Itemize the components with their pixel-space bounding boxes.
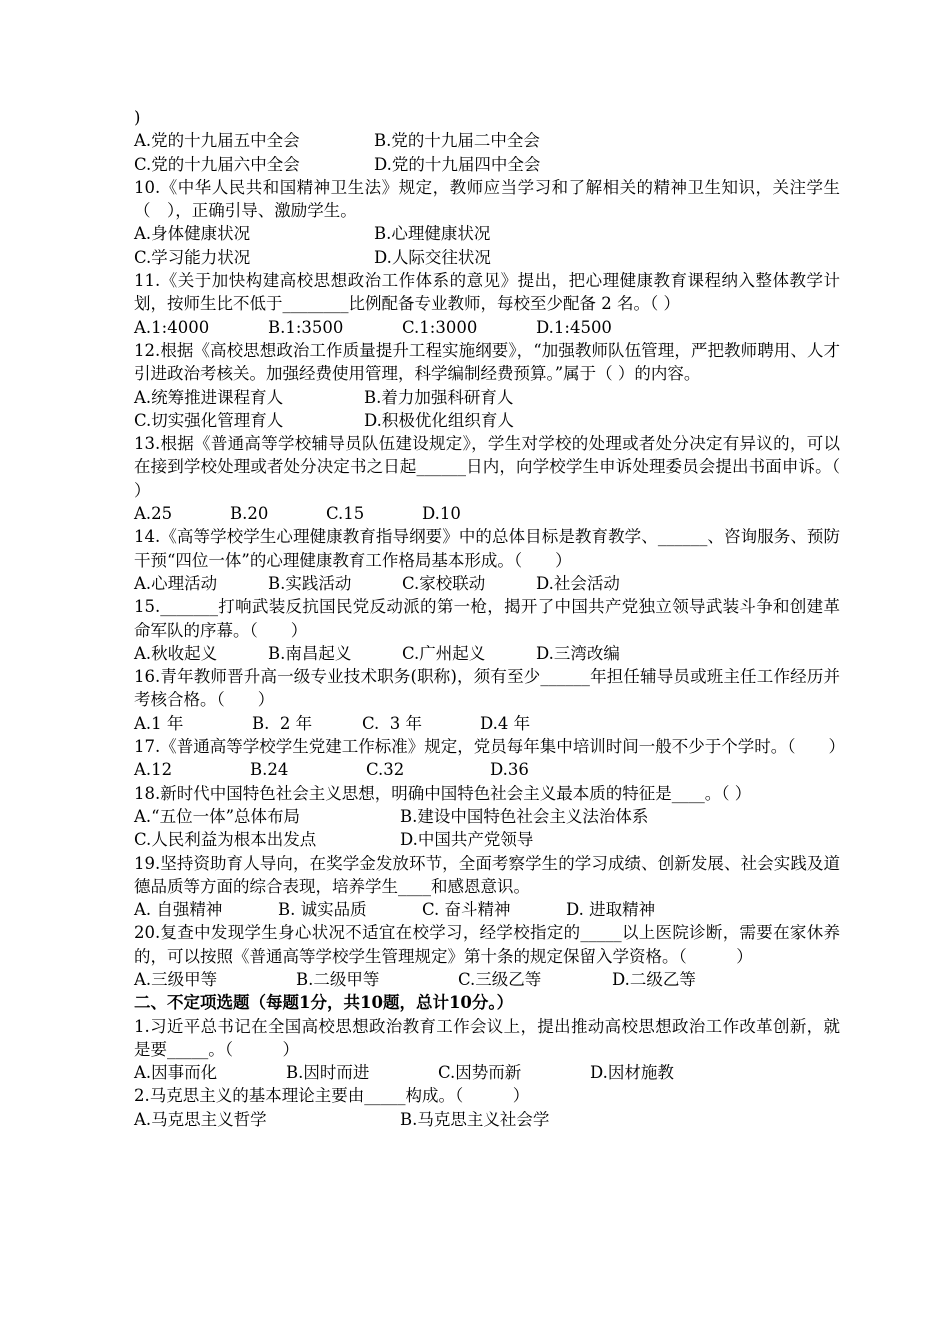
option: A.马克思主义哲学	[134, 1109, 267, 1129]
question-text: 19.坚持资助育人导向，在奖学金发放环节，全面考察学生的学习成绩、创新发展、社会实践及道德品质等方面的综合表现，培养学生____和感恩意识。	[134, 853, 840, 896]
question-text: 13.根据《普通高等学校辅导员队伍建设规定》，学生对学校的处理或者处分决定有异议的，可以在接到学校处理或者处分决定书之日起______日内，向学校学生申诉处理委员会提出书面申诉。（ ）	[134, 434, 890, 500]
question-text: 12.根据《高校思想政治工作质量提升工程实施纲要》，“加强教师队伍管理，严把教师聘用、人才引进政治考核关。加强经费使用管理，科学编制经费预算。”属于（ ）的内容。	[134, 340, 840, 384]
option: B.党的十九届二中全会	[374, 131, 540, 151]
option-row	[134, 572, 840, 595]
option: A.秋收起义	[134, 643, 218, 663]
question-text: 17.《普通高等学校学生党建工作标准》规定，党员每年集中培训时间一般不少于个学时。（ ）	[134, 737, 845, 757]
option: D.二级乙等	[612, 969, 696, 989]
option: A.身体健康状况	[134, 224, 251, 244]
question-text: 16.青年教师晋升高一级专业技术职务(职称)，须有至少______年担任辅导员或班主任工作经历并考核合格。（ ）	[134, 667, 840, 710]
option: B. 诚实品质	[278, 900, 367, 920]
question-text: 20.复查中发现学生身心状况不适宜在校学习，经学校指定的_____以上医院诊断，需要在家休养的，可以按照《普通高等学校学生管理规定》第十条的规定保留入学资格。（ ）	[134, 923, 840, 966]
option-row	[134, 805, 840, 828]
option: D. 进取精神	[566, 900, 656, 920]
option-row	[134, 502, 840, 525]
option: B.1:3500	[268, 317, 344, 337]
option: B.南昌起义	[268, 643, 352, 663]
option-row	[134, 968, 840, 991]
option: C. 奋斗精神	[422, 900, 511, 920]
option: B.着力加强科研育人	[364, 387, 514, 407]
option-row	[134, 316, 840, 339]
option: C.广州起义	[402, 643, 486, 663]
option: B.建设中国特色社会主义法治体系	[400, 806, 649, 826]
option: D.10	[422, 504, 461, 524]
option: B.20	[230, 504, 269, 524]
option: A. 自强精神	[134, 900, 223, 920]
option: D.4 年	[480, 713, 531, 733]
option: D.党的十九届四中全会	[374, 154, 541, 174]
option-row	[134, 153, 840, 176]
option: C.家校联动	[402, 573, 486, 593]
question-text: 11.《关于加快构建高校思想政治工作体系的意见》提出，把心理健康教育课程纳入整体教学计划，按师生比不低于________比例配备专业教师，每校至少配备 2 名。（ ）	[134, 271, 840, 314]
option-row	[134, 1108, 840, 1131]
option: C. 3 年	[362, 713, 423, 733]
option: A.12	[134, 760, 173, 780]
question-text: 14.《高等学校学生心理健康教育指导纲要》中的总体目标是教育教学、______、咨询服务、预防干预“四位一体”的心理健康教育工作格局基本形成。（ ）	[134, 527, 840, 570]
option: B.二级甲等	[296, 969, 380, 989]
option: A.因事而化	[134, 1063, 218, 1083]
option-row	[134, 712, 840, 735]
option: A.三级甲等	[134, 969, 218, 989]
text-line: )	[134, 108, 141, 127]
option: D.中国共产党领导	[400, 830, 534, 850]
option: A.党的十九届五中全会	[134, 131, 300, 151]
option: B.因时而进	[286, 1063, 370, 1083]
option: B.实践活动	[268, 573, 352, 593]
question-text: 18.新时代中国特色社会主义思想，明确中国特色社会主义最本质的特征是____。（ ）	[134, 783, 752, 803]
section-title: 二、不定项选题（每题1分，共10题，总计10分。）	[134, 993, 514, 1013]
option-row	[134, 898, 840, 921]
option: A.25	[134, 504, 173, 524]
option: C.15	[326, 504, 365, 524]
option: C.1:3000	[402, 317, 478, 337]
question-text: 2.马克思主义的基本理论主要由_____构成。（ ）	[134, 1086, 530, 1106]
option-row	[134, 1061, 840, 1084]
option: D.人际交往状况	[374, 247, 491, 267]
option-row	[134, 222, 840, 245]
option: A.1:4000	[134, 317, 210, 337]
option: B.心理健康状况	[374, 224, 491, 244]
option: C.32	[366, 760, 405, 780]
option: D.积极优化组织育人	[364, 410, 514, 430]
question-text: 15._______打响武装反抗国民党反动派的第一枪，揭开了中国共产党独立领导武装斗争和创建革命军队的序幕。（ ）	[134, 597, 840, 640]
option-row	[134, 642, 840, 665]
option: D.36	[490, 760, 529, 780]
option: B. 2 年	[252, 713, 313, 733]
option: C.人民利益为根本出发点	[134, 830, 317, 850]
option-row	[134, 246, 840, 269]
option: D.因材施教	[590, 1063, 674, 1083]
option: D.三湾改编	[536, 643, 620, 663]
question-text: 1.习近平总书记在全国高校思想政治教育工作会议上，提出推动高校思想政治工作改革创新，就是要_____。（ ）	[134, 1016, 840, 1059]
option-row	[134, 409, 840, 432]
option: A.统筹推进课程育人	[134, 387, 284, 407]
option: C.切实强化管理育人	[134, 410, 284, 430]
option: B.马克思主义社会学	[400, 1109, 550, 1129]
option: A.心理活动	[134, 573, 218, 593]
option: D.1:4500	[536, 317, 612, 337]
option: C.党的十九届六中全会	[134, 154, 300, 174]
option: C.因势而新	[438, 1063, 522, 1083]
option: A.“五位一体”总体布局	[134, 806, 301, 826]
option-row	[134, 828, 840, 851]
option: C.三级乙等	[458, 969, 542, 989]
option-row	[134, 129, 840, 152]
option: A.1 年	[134, 713, 184, 733]
option: B.24	[250, 760, 289, 780]
option: C.学习能力状况	[134, 247, 251, 267]
option-row	[134, 758, 840, 781]
option-row	[134, 386, 840, 409]
question-text: 10.《中华人民共和国精神卫生法》规定，教师应当学习和了解相关的精神卫生知识，关注学生（ ），正确引导、激励学生。	[134, 177, 840, 221]
option: D.社会活动	[536, 573, 620, 593]
